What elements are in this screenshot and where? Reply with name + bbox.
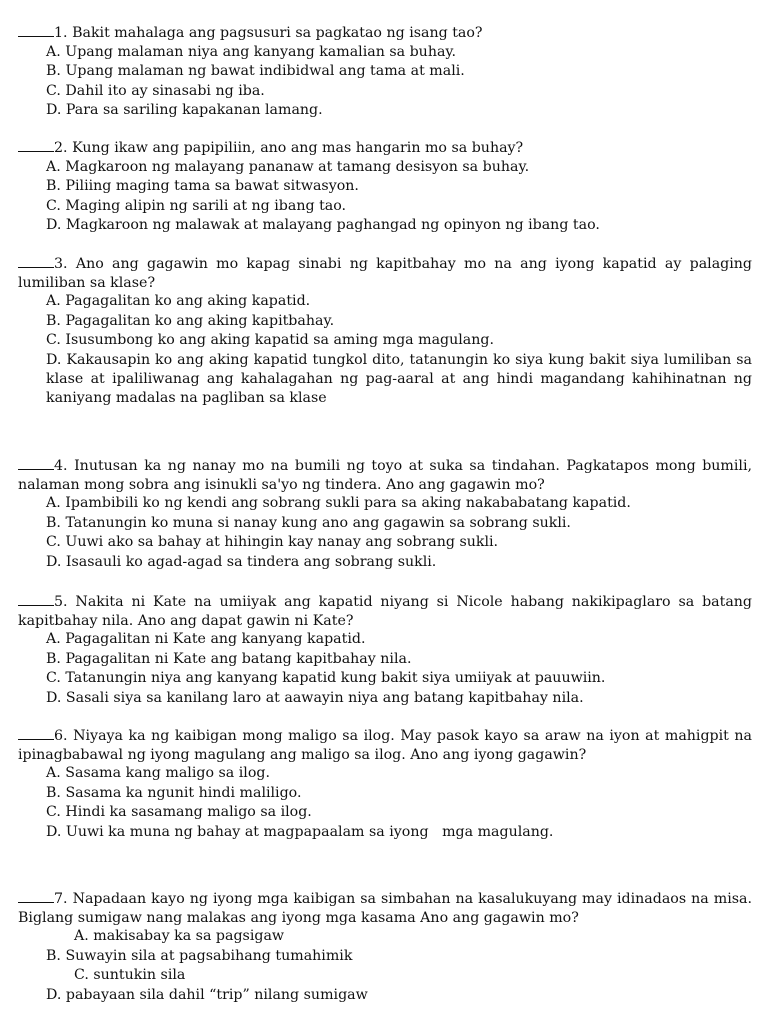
choice-b[interactable]: B. Piliing maging tama sa bawat sitwasyon.: [46, 178, 359, 194]
question-number: 2.: [54, 140, 68, 156]
choice-c[interactable]: C. Hindi ka sasamang maligo sa ilog.: [46, 804, 312, 820]
question-stem: [18, 593, 752, 630]
choice-a[interactable]: A. Ipambibili ko ng kendi ang sobrang sukli para sa aking nakababatang kapatid.: [46, 495, 631, 511]
answer-blank[interactable]: [18, 255, 54, 268]
answer-blank[interactable]: [18, 457, 54, 470]
answer-blank[interactable]: [18, 593, 54, 606]
question-stem: [18, 255, 752, 292]
choice-list: [18, 158, 752, 236]
question-number: 7.: [54, 891, 68, 907]
question-number: 3.: [54, 256, 68, 272]
choice-list: [18, 43, 752, 121]
choice-a[interactable]: A. Upang malaman niya ang kanyang kamalian sa buhay.: [46, 43, 457, 60]
question-stem: [18, 457, 752, 494]
choice-d[interactable]: D. Para sa sariling kapakanan lamang.: [46, 102, 323, 118]
question-2: [18, 139, 752, 236]
question-1: [18, 24, 752, 121]
question-text: Ano ang gagawin mo kapag sinabi ng kapitbahay mo na ang iyong kapatid ay palaging lumiliban sa klase?: [18, 256, 752, 291]
choice-a[interactable]: A. Sasama kang maligo sa ilog.: [46, 765, 270, 781]
choice-b[interactable]: B. Pagagalitan ko ang aking kapitbahay.: [46, 312, 335, 329]
choice-d[interactable]: D. Kakausapin ko ang aking kapatid tungkol dito, tatanungin ko siya kung bakit siya lumiliban sa klase at ipaliliwanag ang kahalagahan ng pag-aaral at ang hindi magandang kahihinatnan ng kaniyang madalas na pagliban sa klase: [46, 351, 752, 406]
question-4: [18, 457, 752, 572]
choice-c[interactable]: C. Tatanungin niya ang kanyang kapatid kung bakit siya umiiyak at pauuwiin.: [46, 670, 606, 686]
choice-b[interactable]: B. Pagagalitan ni Kate ang batang kapitbahay nila.: [46, 650, 412, 667]
question-number: 6.: [54, 728, 68, 744]
choice-b[interactable]: B. Suwayin sila at pagsabihang tumahimik: [46, 947, 353, 964]
choice-list: [18, 927, 752, 1005]
choice-a[interactable]: A. Pagagalitan ni Kate ang kanyang kapatid.: [46, 631, 366, 647]
question-text: Nakita ni Kate na umiiyak ang kapatid niyang si Nicole habang nakikipaglaro sa batang kapitbahay nila. Ano ang dapat gawin ni Kate?: [18, 594, 752, 629]
question-number: 1.: [54, 25, 68, 41]
choice-b[interactable]: B. Sasama ka ngunit hindi maliligo.: [46, 784, 302, 801]
question-5: [18, 593, 752, 708]
answer-blank[interactable]: [18, 139, 54, 152]
question-stem: [18, 24, 752, 43]
question-3: [18, 255, 752, 408]
question-stem: [18, 727, 752, 764]
question-text: Niyaya ka ng kaibigan mong maligo sa ilog. May pasok kayo sa araw na iyon at mahigpit na ipinagbabawal ng iyong magulang ang maligo sa ilog. Ano ang iyong gagawin?: [18, 728, 753, 763]
question-text: Inutusan ka ng nanay mo na bumili ng toyo at suka sa tindahan. Pagkatapos mong bumili, nalaman mong sobra ang isinukli sa'yo ng tindera. Ano ang gagawin mo?: [18, 458, 752, 493]
choice-c[interactable]: C. Dahil ito ay sinasabi ng iba.: [46, 82, 265, 99]
choice-list: [18, 764, 752, 842]
choice-list: [18, 494, 752, 572]
choice-a[interactable]: A. Magkaroon ng malayang pananaw at tamang desisyon sa buhay.: [46, 158, 530, 175]
choice-c[interactable]: C. suntukin sila: [74, 967, 186, 983]
choice-d[interactable]: D. Uuwi ka muna ng bahay at magpapaalam sa iyong mga magulang.: [46, 823, 554, 840]
choice-d[interactable]: D. Magkaroon ng malawak at malayang paghangad ng opinyon ng ibang tao.: [46, 217, 600, 233]
question-text: Bakit mahalaga ang pagsusuri sa pagkatao ng isang tao?: [72, 25, 483, 41]
choice-b[interactable]: B. Tatanungin ko muna si nanay kung ano ang gagawin sa sobrang sukli.: [46, 514, 571, 531]
choice-c[interactable]: C. Uuwi ako sa bahay at hihingin kay nanay ang sobrang sukli.: [46, 534, 499, 550]
choice-d[interactable]: D. Isasauli ko agad-agad sa tindera ang sobrang sukli.: [46, 553, 437, 570]
choice-list: [18, 630, 752, 708]
question-7: [18, 890, 752, 1005]
question-stem: [18, 890, 752, 927]
question-6: [18, 727, 752, 842]
question-number: 4.: [54, 458, 68, 474]
choice-a[interactable]: A. Pagagalitan ko ang aking kapatid.: [46, 293, 311, 309]
choice-b[interactable]: B. Upang malaman ng bawat indibidwal ang tama at mali.: [46, 63, 465, 79]
choice-d[interactable]: D. Sasali siya sa kanilang laro at aawayin niya ang batang kapitbahay nila.: [46, 689, 584, 706]
choice-c[interactable]: C. Maging alipin ng sarili at ng ibang tao.: [46, 197, 347, 214]
choice-c[interactable]: C. Isusumbong ko ang aking kapatid sa aming mga magulang.: [46, 332, 494, 348]
question-text: Napadaan kayo ng iyong mga kaibigan sa simbahan na kasalukuyang may idinadaos na misa. Biglang sumigaw nang malakas ang iyong mga kasama Ano ang gagawin mo?: [18, 891, 752, 926]
answer-blank[interactable]: [18, 890, 54, 903]
question-stem: [18, 139, 752, 158]
choice-a[interactable]: A. makisabay ka sa pagsigaw: [74, 928, 285, 944]
answer-blank[interactable]: [18, 24, 54, 37]
choice-d[interactable]: D. pabayaan sila dahil “trip” nilang sumigaw: [46, 986, 368, 1003]
choice-list: [18, 292, 752, 408]
question-number: 5.: [54, 594, 68, 610]
answer-blank[interactable]: [18, 727, 54, 740]
question-text: Kung ikaw ang papipiliin, ano ang mas hangarin mo sa buhay?: [72, 140, 524, 156]
